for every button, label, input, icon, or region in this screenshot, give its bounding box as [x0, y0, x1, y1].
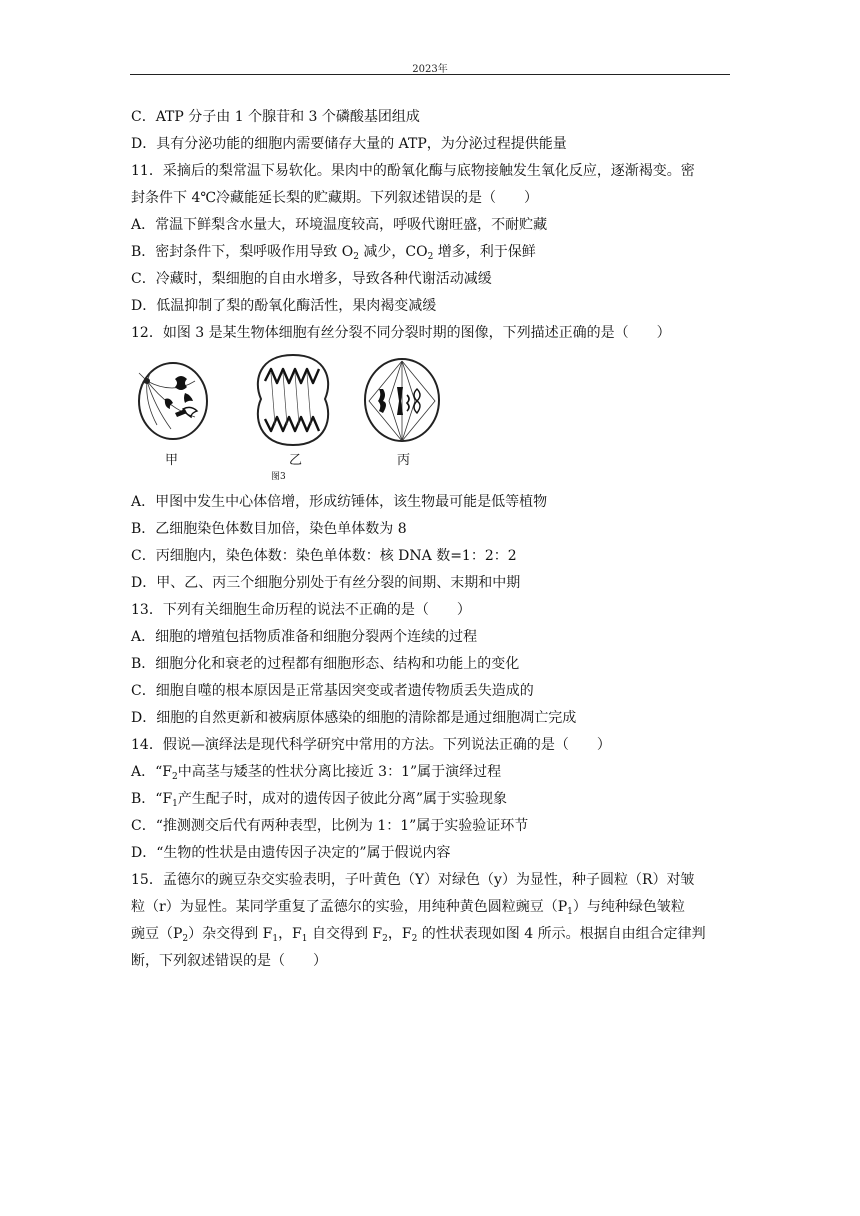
question-12-option-b: B．乙细胞染色体数目加倍，染色单体数为 8	[131, 521, 407, 537]
question-11-stem: 封条件下 4℃冷藏能延长梨的贮藏期。下列叙述错误的是（ ）	[131, 190, 539, 206]
question-11-stem: 11．采摘后的梨常温下易软化。果肉中的酚氧化酶与底物接触发生氧化反应，逐渐褐变。密	[131, 163, 695, 179]
cell-label-jia: 甲	[165, 453, 179, 468]
question-12-option-c: C．丙细胞内，染色体数：染色单体数：核 DNA 数=1：2：2	[131, 548, 517, 564]
question-13-option-b: B．细胞分化和衰老的过程都有细胞形态、结构和功能上的变化	[131, 656, 520, 672]
question-13-stem: 13．下列有关细胞生命历程的说法不正确的是（ ）	[131, 602, 471, 618]
question-11-option-c: C．冷藏时，梨细胞的自由水增多，导致各种代谢活动减缓	[131, 271, 492, 287]
question-12-stem: 12．如图 3 是某生物体细胞有丝分裂不同分裂时期的图像，下列描述正确的是（ ）	[131, 325, 671, 341]
option-line: D．具有分泌功能的细胞内需要储存大量的 ATP，为分泌过程提供能量	[131, 136, 567, 152]
question-11-option-a: A．常温下鲜梨含水量大，环境温度较高，呼吸代谢旺盛，不耐贮藏	[131, 217, 548, 233]
question-14-stem: 14．假说—演绎法是现代科学研究中常用的方法。下列说法正确的是（ ）	[131, 737, 611, 753]
document-body	[131, 104, 731, 975]
cell-jia-diagram	[135, 359, 211, 445]
question-15-stem: 粒（r）为显性。某同学重复了孟德尔的实验，用纯种黄色圆粒豌豆$(P_1)$与纯种绿色皱粒	[131, 899, 685, 917]
question-13-option-a: A．细胞的增殖包括物质准备和细胞分裂两个连续的过程	[131, 629, 478, 645]
question-12-option-d: D．甲、乙、丙三个细胞分别处于有丝分裂的间期、末期和中期	[131, 575, 521, 591]
mitosis-figure	[131, 351, 731, 483]
header-rule	[130, 74, 730, 75]
figure-caption: 图3	[271, 472, 286, 482]
page-header: 2023年	[412, 64, 448, 75]
question-13-option-d: D．细胞的自然更新和被病原体感染的细胞的清除都是通过细胞凋亡完成	[131, 710, 577, 726]
option-line: C．ATP 分子由 1 个腺苷和 3 个磷酸基团组成	[131, 109, 420, 125]
question-11-option-d: D．低温抑制了梨的酚氧化酶活性，果肉褐变减缓	[131, 298, 437, 314]
cell-yi-diagram	[251, 351, 335, 449]
cell-label-bing: 丙	[397, 453, 411, 468]
question-15-stem: 豌豆$(P_2)$杂交得到 $F_1$，$F_1$ 自交得到 $F_2$，$F_2$ 的性状表现如图 4 所示。根据自由组合定律判	[131, 926, 706, 944]
cell-bing-diagram	[361, 355, 443, 445]
question-14-option-b: B．“$F_1$产生配子时，成对的遗传因子彼此分离”属于实验现象	[131, 791, 508, 809]
question-15-stem: 断，下列叙述错误的是（ ）	[131, 953, 327, 969]
question-14-option-d: D．“生物的性状是由遗传因子决定的”属于假说内容	[131, 845, 451, 861]
question-12-option-a: A．甲图中发生中心体倍增，形成纺锤体，该生物最可能是低等植物	[131, 494, 548, 510]
question-14-option-c: C．“推测测交后代有两种表型，比例为 1：1”属于实验验证环节	[131, 818, 529, 834]
question-14-option-a: A．“$F_2$中高茎与矮茎的性状分离比接近 3：1”属于演绎过程	[131, 764, 502, 782]
cell-label-yi: 乙	[289, 453, 303, 468]
question-13-option-c: C．细胞自噬的根本原因是正常基因突变或者遗传物质丢失造成的	[131, 683, 534, 699]
question-15-stem: 15．孟德尔的豌豆杂交实验表明，子叶黄色（Y）对绿色（y）为显性，种子圆粒（R）对皱	[131, 872, 695, 888]
question-11-option-b: B．密封条件下，梨呼吸作用导致 $O_2$ 减少，$CO_2$ 增多，利于保鲜	[131, 244, 536, 262]
